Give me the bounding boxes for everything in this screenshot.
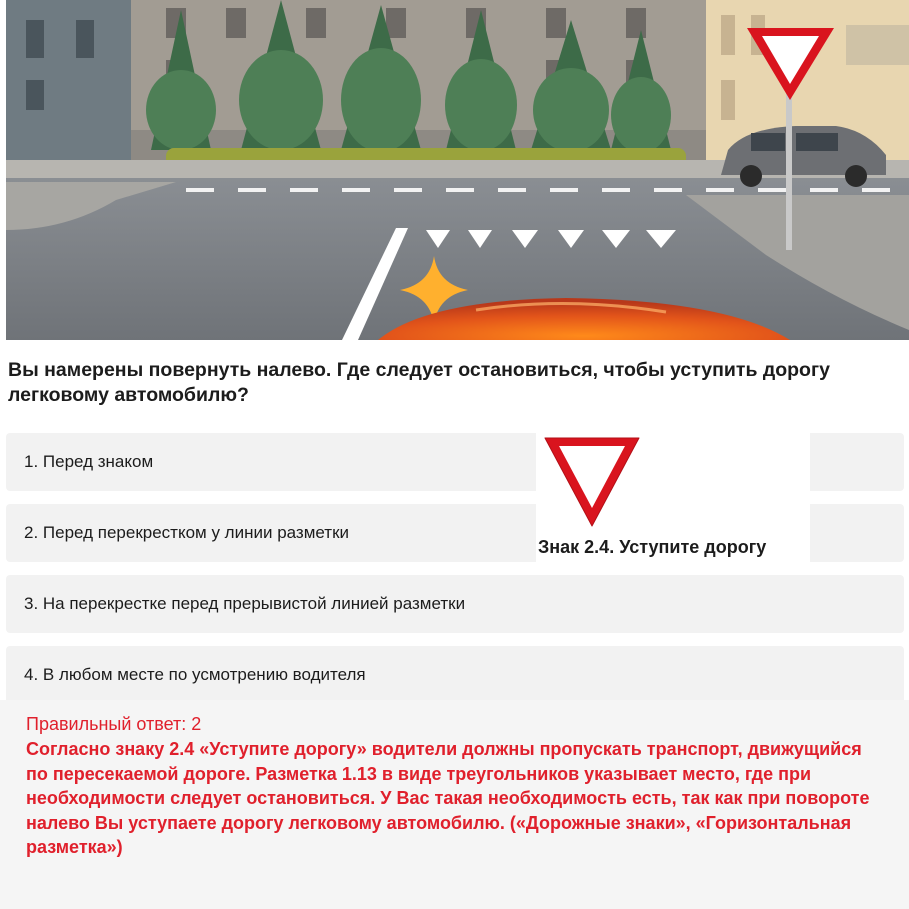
yield-sign-icon [542, 434, 642, 530]
intersection-scene-image [6, 0, 909, 340]
answer-option-label: 1. Перед знаком [24, 452, 154, 471]
correct-answer-label: Правильный ответ: 2 [26, 714, 202, 734]
answer-option-label: 4. В любом месте по усмотрению водителя [24, 665, 366, 684]
answer-option-4[interactable] [6, 646, 904, 704]
sign-info-card [536, 430, 810, 564]
answer-option-3[interactable] [6, 575, 904, 633]
explanation-text: Согласно знаку 2.4 «Уступите дорогу» водители должны пропускать транспорт, движущийся по пересекаемой дороге. Разметка 1.13 в виде треугольников указывает место, где при необходимости следует остановиться. У Вас такая необходимость есть, так как при повороте налево Вы уступаете дорогу легковому автомобилю. («Дорожные знаки», «Горизонтальная разметка») [26, 739, 870, 857]
intersection-illustration [6, 0, 909, 340]
answer-option-label: 2. Перед перекрестком у линии разметки [24, 523, 350, 542]
question-text: Вы намерены повернуть налево. Где следует остановиться, чтобы уступить дорогу легковому автомобилю? [8, 359, 830, 406]
answer-option-label: 3. На перекрестке перед прерывистой линией разметки [24, 594, 466, 613]
explanation-panel [0, 700, 909, 909]
sign-caption: Знак 2.4. Уступите дорогу [538, 537, 767, 557]
